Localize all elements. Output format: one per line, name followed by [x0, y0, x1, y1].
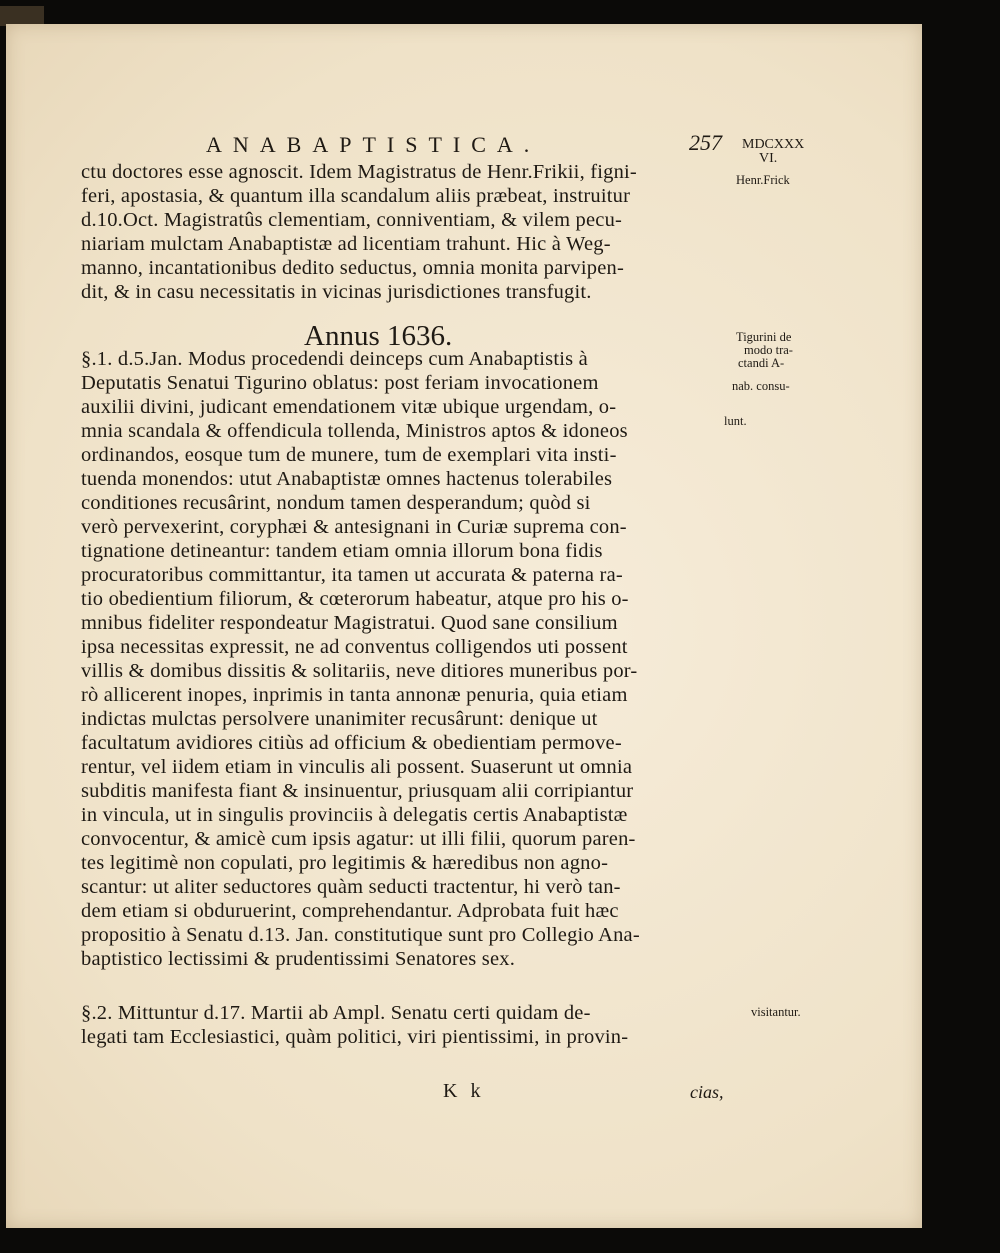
body-line: dit, & in casu necessitatis in vicinas jurisdictiones transfugit.: [81, 281, 592, 303]
body-line: legati tam Ecclesiastici, quàm politici, viri pientissimi, in provin-: [81, 1026, 629, 1048]
body-line: ipsa necessitas expressit, ne ad conventus colligendos uti possent: [81, 636, 628, 658]
body-line: auxilii divini, judicant emendationem vitæ ubique urgendam, o-: [81, 396, 617, 418]
margin-note: modo tra-: [744, 343, 793, 357]
body-line: ordinandos, eosque tum de munere, tum de exemplari vita insti-: [81, 444, 617, 466]
page-number: 257: [689, 130, 722, 155]
body-line: scantur: ut aliter seductores quàm seducti tractentur, hi verò tan-: [81, 876, 621, 898]
running-title: ANABAPTISTICA.: [206, 132, 541, 157]
body-line: procuratoribus committantur, ita tamen ut accurata & paterna ra-: [81, 564, 623, 586]
body-line: manno, incantationibus dedito seductus, omnia monita parvipen-: [81, 257, 625, 279]
margin-note-year: VI.: [759, 151, 778, 166]
body-line: niariam mulctam Anabaptistæ ad licentiam trahunt. Hic à Weg-: [81, 233, 611, 255]
body-line: rentur, vel iidem etiam in vinculis ali possent. Suaserunt ut omnia: [81, 756, 633, 778]
margin-note: Tigurini de: [736, 330, 792, 344]
body-line: convocentur, & amicè cum ipsis agatur: ut illi filii, quorum paren-: [81, 828, 636, 850]
body-line: baptistico lectissimi & prudentissimi Senatores sex.: [81, 948, 516, 970]
body-line: feri, apostasia, & quantum illa scandalum aliis præbeat, instruitur: [81, 185, 631, 207]
body-line: mnibus fideliter respondeatur Magistratui. Quod sane consilium: [81, 612, 618, 634]
body-line: §.2. Mittuntur d.17. Martii ab Ampl. Senatu certi quidam de-: [81, 1002, 591, 1024]
body-line: conditiones recusârint, nondum tamen desperandum; quòd si: [81, 492, 591, 514]
margin-note: lunt.: [724, 414, 747, 428]
margin-note: Henr.Frick: [736, 173, 790, 187]
body-line: rò allicerent inopes, inprimis in tanta annonæ penuria, quia etiam: [81, 684, 628, 706]
body-line: facultatum avidiores citiùs ad officium & obedientiam permove-: [81, 732, 622, 754]
body-line: verò pervexerint, coryphæi & antesignani in Curiæ suprema con-: [81, 516, 627, 538]
signature-mark: K k: [443, 1080, 485, 1102]
body-line: §.1. d.5.Jan. Modus procedendi deinceps cum Anabaptistis à: [81, 348, 588, 370]
body-line: mnia scandala & offendicula tollenda, Ministros aptos & idoneos: [81, 420, 628, 442]
body-line: tignatione detineantur: tandem etiam omnia illorum bona fidis: [81, 540, 603, 562]
book-page: [6, 24, 922, 1228]
page-edge-tab: [0, 6, 44, 26]
body-line: tes legitimè non copulati, pro legitimis & hæredibus non agno-: [81, 852, 609, 874]
catchword: cias,: [690, 1082, 724, 1102]
section-heading: Annus 1636.: [304, 320, 453, 352]
body-line: tio obedientium filiorum, & cœterorum habeatur, atque pro his o-: [81, 588, 629, 610]
body-line: Deputatis Senatui Tigurino oblatus: post feriam invocationem: [81, 372, 599, 394]
margin-note: visitantur.: [751, 1005, 801, 1019]
body-line: in vincula, ut in singulis provinciis à delegatis certis Anabaptistæ: [81, 804, 628, 826]
body-line: propositio à Senatu d.13. Jan. constitutique sunt pro Collegio Ana-: [81, 924, 640, 946]
body-line: indictas mulctas persolvere unanimiter recusârunt: denique ut: [81, 708, 598, 730]
body-line: d.10.Oct. Magistratûs clementiam, conniventiam, & vilem pecu-: [81, 209, 623, 231]
body-line: tuenda monendos: utut Anabaptistæ omnes hactenus tolerabiles: [81, 468, 613, 490]
body-line: subditis manifesta fiant & insinuentur, priusquam alii corripiantur: [81, 780, 634, 802]
margin-note: ctandi A-: [738, 356, 785, 370]
margin-note-year: MDCXXX: [742, 137, 805, 152]
body-line: ctu doctores esse agnoscit. Idem Magistratus de Henr.Frikii, figni-: [81, 161, 637, 183]
margin-note: nab. consu-: [732, 379, 790, 393]
body-line: dem etiam si obduruerint, comprehendantur. Adprobata fuit hæc: [81, 900, 619, 922]
body-line: villis & domibus dissitis & solitariis, neve ditiores muneribus por-: [81, 660, 638, 682]
